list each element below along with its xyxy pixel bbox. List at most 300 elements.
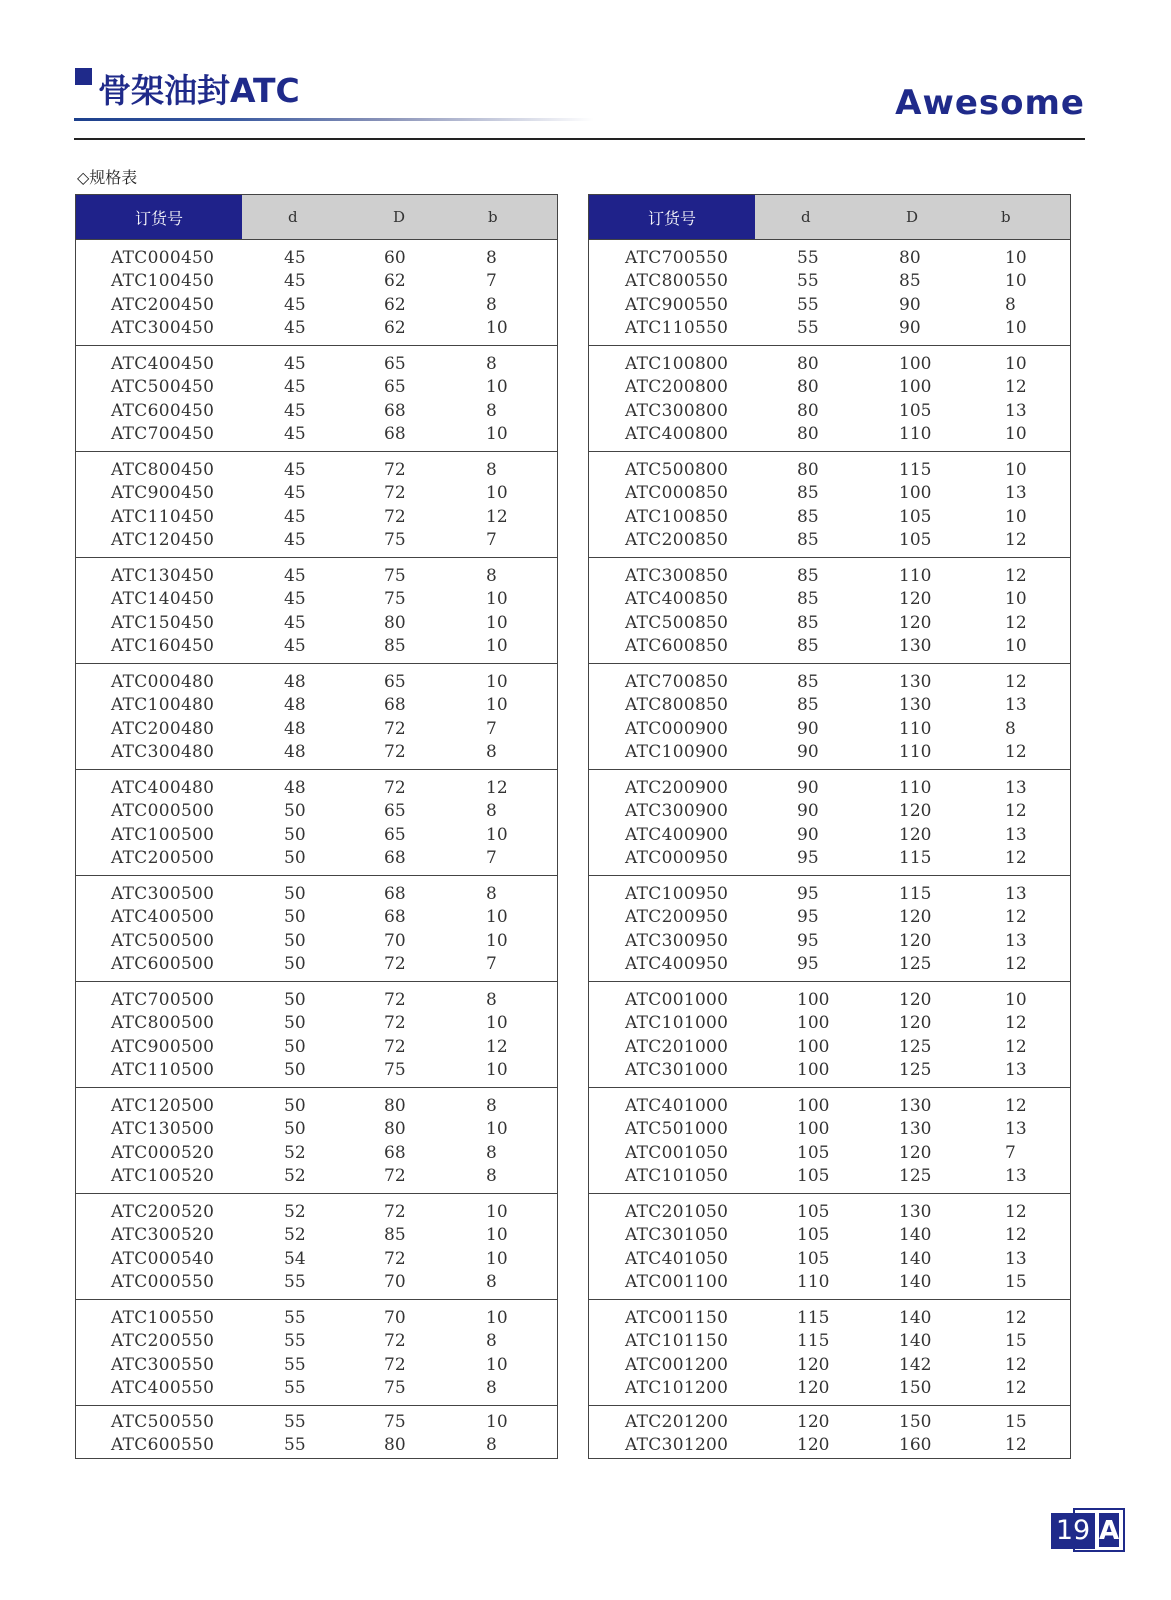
order-code-cell: ATC600850 [625,636,729,657]
table-row [589,588,1070,612]
table-row [76,953,557,977]
width-cell: 8 [486,1331,497,1352]
table-row [76,1247,557,1271]
table-row [589,882,1070,906]
width-cell: 12 [486,1036,508,1057]
inner-diameter-cell: 100 [797,1095,830,1116]
table-row [589,1059,1070,1083]
width-cell: 7 [486,848,497,869]
outer-diameter-cell: 70 [384,930,406,951]
inner-diameter-cell: 45 [284,271,306,292]
width-cell: 8 [1005,718,1016,739]
width-cell: 15 [1005,1272,1027,1293]
inner-diameter-cell: 50 [284,883,306,904]
order-code-cell: ATC300500 [111,883,215,904]
outer-diameter-cell: 120 [899,612,932,633]
inner-diameter-cell: 80 [797,377,819,398]
width-cell: 7 [486,718,497,739]
inner-diameter-cell: 120 [797,1435,830,1456]
outer-diameter-cell: 75 [384,1378,406,1399]
row-group [589,558,1070,664]
row-group [589,1194,1070,1300]
spec-table-right [588,194,1071,1459]
column-header-b: b [488,208,498,226]
width-cell: 10 [486,318,508,339]
width-cell: 8 [486,1095,497,1116]
width-cell: 8 [486,742,497,763]
outer-diameter-cell: 72 [384,459,406,480]
title-underline [74,118,594,121]
table-row [589,482,1070,506]
table-row [76,847,557,871]
outer-diameter-cell: 125 [899,1036,932,1057]
table-row [76,458,557,482]
table-row [589,317,1070,341]
order-code-cell: ATC200850 [625,530,729,551]
row-group [589,664,1070,770]
width-cell: 12 [1005,612,1027,633]
order-code-cell: ATC700500 [111,989,215,1010]
width-cell: 12 [1005,848,1027,869]
width-cell: 12 [1005,1378,1027,1399]
table-row [589,1094,1070,1118]
outer-diameter-cell: 72 [384,1201,406,1222]
width-cell: 12 [1005,1201,1027,1222]
width-cell: 12 [1005,1435,1027,1456]
width-cell: 10 [486,1013,508,1034]
outer-diameter-cell: 72 [384,989,406,1010]
table-row [76,741,557,765]
inner-diameter-cell: 85 [797,671,819,692]
inner-diameter-cell: 48 [284,671,306,692]
order-code-cell: ATC101050 [625,1166,729,1187]
order-code-cell: ATC000950 [625,848,729,869]
table-row [589,1434,1070,1458]
width-cell: 15 [1005,1411,1027,1432]
order-code-cell: ATC200480 [111,718,215,739]
width-cell: 8 [486,565,497,586]
outer-diameter-cell: 68 [384,848,406,869]
inner-diameter-cell: 100 [797,1036,830,1057]
outer-diameter-cell: 100 [899,353,932,374]
inner-diameter-cell: 45 [284,530,306,551]
title-square-icon [75,68,92,85]
width-cell: 12 [1005,1225,1027,1246]
order-code-cell: ATC500500 [111,930,215,951]
table-row [76,635,557,659]
width-cell: 10 [486,377,508,398]
outer-diameter-cell: 100 [899,483,932,504]
inner-diameter-cell: 45 [284,565,306,586]
order-code-cell: ATC200900 [625,777,729,798]
row-group [76,1406,557,1458]
width-cell: 7 [486,271,497,292]
table-row [76,246,557,270]
table-row [589,1353,1070,1377]
order-code-cell: ATC300450 [111,318,215,339]
inner-diameter-cell: 48 [284,695,306,716]
inner-diameter-cell: 55 [284,1378,306,1399]
order-code-cell: ATC150450 [111,612,215,633]
table-header [76,195,557,240]
order-code-cell: ATC000900 [625,718,729,739]
table-row [76,906,557,930]
outer-diameter-cell: 140 [899,1248,932,1269]
inner-diameter-cell: 45 [284,483,306,504]
outer-diameter-cell: 72 [384,742,406,763]
outer-diameter-cell: 62 [384,294,406,315]
order-code-cell: ATC300480 [111,742,215,763]
outer-diameter-cell: 68 [384,883,406,904]
outer-diameter-cell: 80 [899,247,921,268]
table-row [589,953,1070,977]
order-code-cell: ATC900450 [111,483,215,504]
inner-diameter-cell: 52 [284,1225,306,1246]
table-row [589,352,1070,376]
outer-diameter-cell: 72 [384,1013,406,1034]
table-row [76,611,557,635]
inner-diameter-cell: 50 [284,1060,306,1081]
outer-diameter-cell: 110 [899,565,932,586]
width-cell: 12 [1005,742,1027,763]
order-code-cell: ATC401050 [625,1248,729,1269]
outer-diameter-cell: 150 [899,1411,932,1432]
order-code-cell: ATC500800 [625,459,729,480]
outer-diameter-cell: 150 [899,1378,932,1399]
row-group [76,876,557,982]
order-code-cell: ATC201050 [625,1201,729,1222]
width-cell: 12 [1005,1036,1027,1057]
row-group [589,1406,1070,1458]
inner-diameter-cell: 80 [797,459,819,480]
order-code-cell: ATC200520 [111,1201,215,1222]
width-cell: 8 [1005,294,1016,315]
order-code-cell: ATC100450 [111,271,215,292]
inner-diameter-cell: 50 [284,930,306,951]
table-row [76,588,557,612]
inner-diameter-cell: 105 [797,1248,830,1269]
inner-diameter-cell: 115 [797,1331,830,1352]
order-code-cell: ATC101200 [625,1378,729,1399]
outer-diameter-cell: 85 [899,271,921,292]
row-group [76,1194,557,1300]
order-code-cell: ATC130450 [111,565,215,586]
inner-diameter-cell: 55 [284,1435,306,1456]
outer-diameter-cell: 110 [899,718,932,739]
order-code-cell: ATC110500 [111,1060,215,1081]
inner-diameter-cell: 50 [284,1119,306,1140]
order-code-cell: ATC001000 [625,989,729,1010]
column-header-b: b [1001,208,1011,226]
table-row [589,1306,1070,1330]
outer-diameter-cell: 65 [384,824,406,845]
column-header-code: 订货号 [76,195,242,239]
width-cell: 12 [1005,1095,1027,1116]
table-row [76,423,557,447]
order-code-cell: ATC130500 [111,1119,215,1140]
outer-diameter-cell: 75 [384,1060,406,1081]
table-row [589,293,1070,317]
order-code-cell: ATC600450 [111,400,215,421]
inner-diameter-cell: 105 [797,1225,830,1246]
width-cell: 12 [1005,565,1027,586]
order-code-cell: ATC300800 [625,400,729,421]
width-cell: 10 [486,907,508,928]
order-code-cell: ATC500550 [111,1411,215,1432]
table-row [589,823,1070,847]
inner-diameter-cell: 100 [797,1013,830,1034]
row-group [589,876,1070,982]
inner-diameter-cell: 85 [797,483,819,504]
table-row [589,1012,1070,1036]
width-cell: 12 [1005,671,1027,692]
inner-diameter-cell: 85 [797,530,819,551]
table-row [76,529,557,553]
outer-diameter-cell: 140 [899,1272,932,1293]
outer-diameter-cell: 130 [899,695,932,716]
order-code-cell: ATC001150 [625,1307,729,1328]
table-row [589,670,1070,694]
table-row [589,1141,1070,1165]
order-code-cell: ATC001200 [625,1354,729,1375]
width-cell: 8 [486,353,497,374]
inner-diameter-cell: 55 [797,271,819,292]
width-cell: 12 [1005,907,1027,928]
row-group [589,1088,1070,1194]
width-cell: 8 [486,294,497,315]
order-code-cell: ATC300520 [111,1225,215,1246]
table-row [589,399,1070,423]
inner-diameter-cell: 80 [797,353,819,374]
outer-diameter-cell: 120 [899,589,932,610]
order-code-cell: ATC201200 [625,1411,729,1432]
table-row [589,529,1070,553]
table-row [589,1118,1070,1142]
outer-diameter-cell: 60 [384,247,406,268]
order-code-cell: ATC400950 [625,954,729,975]
row-group [76,664,557,770]
width-cell: 12 [1005,530,1027,551]
width-cell: 12 [1005,377,1027,398]
table-row [76,376,557,400]
row-group [76,1300,557,1406]
order-code-cell: ATC400450 [111,353,215,374]
order-code-cell: ATC800500 [111,1013,215,1034]
width-cell: 10 [486,930,508,951]
inner-diameter-cell: 95 [797,883,819,904]
table-row [76,800,557,824]
order-code-cell: ATC900500 [111,1036,215,1057]
outer-diameter-cell: 65 [384,353,406,374]
width-cell: 10 [486,1225,508,1246]
width-cell: 10 [486,612,508,633]
outer-diameter-cell: 110 [899,742,932,763]
row-group [76,982,557,1088]
inner-diameter-cell: 110 [797,1272,830,1293]
outer-diameter-cell: 105 [899,530,932,551]
inner-diameter-cell: 85 [797,565,819,586]
outer-diameter-cell: 70 [384,1307,406,1328]
inner-diameter-cell: 45 [284,636,306,657]
width-cell: 12 [486,777,508,798]
table-row [76,988,557,1012]
outer-diameter-cell: 120 [899,1142,932,1163]
order-code-cell: ATC140450 [111,589,215,610]
row-group [76,558,557,664]
order-code-cell: ATC160450 [111,636,215,657]
outer-diameter-cell: 130 [899,671,932,692]
outer-diameter-cell: 130 [899,1201,932,1222]
outer-diameter-cell: 72 [384,1248,406,1269]
inner-diameter-cell: 50 [284,907,306,928]
row-group [589,982,1070,1088]
outer-diameter-cell: 120 [899,824,932,845]
outer-diameter-cell: 68 [384,1142,406,1163]
table-row [76,482,557,506]
inner-diameter-cell: 50 [284,1013,306,1034]
table-row [589,694,1070,718]
order-code-cell: ATC200500 [111,848,215,869]
order-code-cell: ATC200950 [625,907,729,928]
width-cell: 13 [1005,1119,1027,1140]
order-code-cell: ATC800550 [625,271,729,292]
table-row [76,317,557,341]
order-code-cell: ATC300950 [625,930,729,951]
width-cell: 8 [486,1378,497,1399]
width-cell: 13 [1005,930,1027,951]
inner-diameter-cell: 95 [797,954,819,975]
outer-diameter-cell: 75 [384,565,406,586]
width-cell: 12 [486,506,508,527]
width-cell: 10 [1005,353,1027,374]
order-code-cell: ATC300850 [625,565,729,586]
table-row [76,1224,557,1248]
outer-diameter-cell: 68 [384,907,406,928]
outer-diameter-cell: 130 [899,1095,932,1116]
order-code-cell: ATC110450 [111,506,215,527]
inner-diameter-cell: 55 [284,1411,306,1432]
inner-diameter-cell: 54 [284,1248,306,1269]
outer-diameter-cell: 90 [899,294,921,315]
table-row [589,1224,1070,1248]
outer-diameter-cell: 110 [899,424,932,445]
order-code-cell: ATC200450 [111,294,215,315]
width-cell: 13 [1005,824,1027,845]
order-code-cell: ATC000520 [111,1142,215,1163]
order-code-cell: ATC100480 [111,695,215,716]
width-cell: 7 [1005,1142,1016,1163]
row-group [589,1300,1070,1406]
order-code-cell: ATC100500 [111,824,215,845]
row-group [589,452,1070,558]
inner-diameter-cell: 45 [284,318,306,339]
column-header-code: 订货号 [589,195,755,239]
width-cell: 10 [1005,424,1027,445]
outer-diameter-cell: 68 [384,424,406,445]
outer-diameter-cell: 72 [384,1354,406,1375]
spec-table-left [75,194,558,1459]
outer-diameter-cell: 115 [899,883,932,904]
order-code-cell: ATC000500 [111,801,215,822]
order-code-cell: ATC600500 [111,954,215,975]
order-code-cell: ATC400550 [111,1378,215,1399]
outer-diameter-cell: 72 [384,1166,406,1187]
width-cell: 10 [1005,318,1027,339]
width-cell: 10 [1005,589,1027,610]
inner-diameter-cell: 50 [284,1036,306,1057]
table-row [589,929,1070,953]
inner-diameter-cell: 45 [284,506,306,527]
width-cell: 10 [486,1411,508,1432]
outer-diameter-cell: 85 [384,636,406,657]
width-cell: 10 [486,1201,508,1222]
width-cell: 8 [486,400,497,421]
inner-diameter-cell: 120 [797,1411,830,1432]
row-group [589,240,1070,346]
outer-diameter-cell: 120 [899,989,932,1010]
order-code-cell: ATC200550 [111,1331,215,1352]
table-row [76,352,557,376]
table-row [589,270,1070,294]
outer-diameter-cell: 115 [899,848,932,869]
table-row [589,1410,1070,1434]
table-row [589,246,1070,270]
table-row [589,776,1070,800]
order-code-cell: ATC100800 [625,353,729,374]
inner-diameter-cell: 105 [797,1201,830,1222]
order-code-cell: ATC400480 [111,777,215,798]
row-group [76,770,557,876]
inner-diameter-cell: 52 [284,1166,306,1187]
outer-diameter-cell: 65 [384,801,406,822]
table-header [589,195,1070,240]
inner-diameter-cell: 95 [797,907,819,928]
outer-diameter-cell: 80 [384,1095,406,1116]
table-row [589,906,1070,930]
column-header-d: d [801,208,811,226]
outer-diameter-cell: 68 [384,695,406,716]
inner-diameter-cell: 50 [284,954,306,975]
inner-diameter-cell: 55 [797,294,819,315]
outer-diameter-cell: 130 [899,1119,932,1140]
order-code-cell: ATC101150 [625,1331,729,1352]
table-row [76,1410,557,1434]
outer-diameter-cell: 130 [899,636,932,657]
width-cell: 15 [1005,1331,1027,1352]
width-cell: 10 [486,636,508,657]
inner-diameter-cell: 85 [797,636,819,657]
outer-diameter-cell: 72 [384,483,406,504]
order-code-cell: ATC120500 [111,1095,215,1116]
inner-diameter-cell: 45 [284,353,306,374]
table-row [76,776,557,800]
page-title: 骨架油封ATC [98,71,300,110]
inner-diameter-cell: 50 [284,848,306,869]
row-group [76,1088,557,1194]
outer-diameter-cell: 70 [384,1272,406,1293]
width-cell: 12 [1005,1307,1027,1328]
order-code-cell: ATC300900 [625,801,729,822]
table-row [76,717,557,741]
width-cell: 10 [486,824,508,845]
order-code-cell: ATC500850 [625,612,729,633]
order-code-cell: ATC101000 [625,1013,729,1034]
width-cell: 10 [486,1248,508,1269]
table-row [76,823,557,847]
inner-diameter-cell: 120 [797,1378,830,1399]
table-row [589,376,1070,400]
inner-diameter-cell: 52 [284,1201,306,1222]
